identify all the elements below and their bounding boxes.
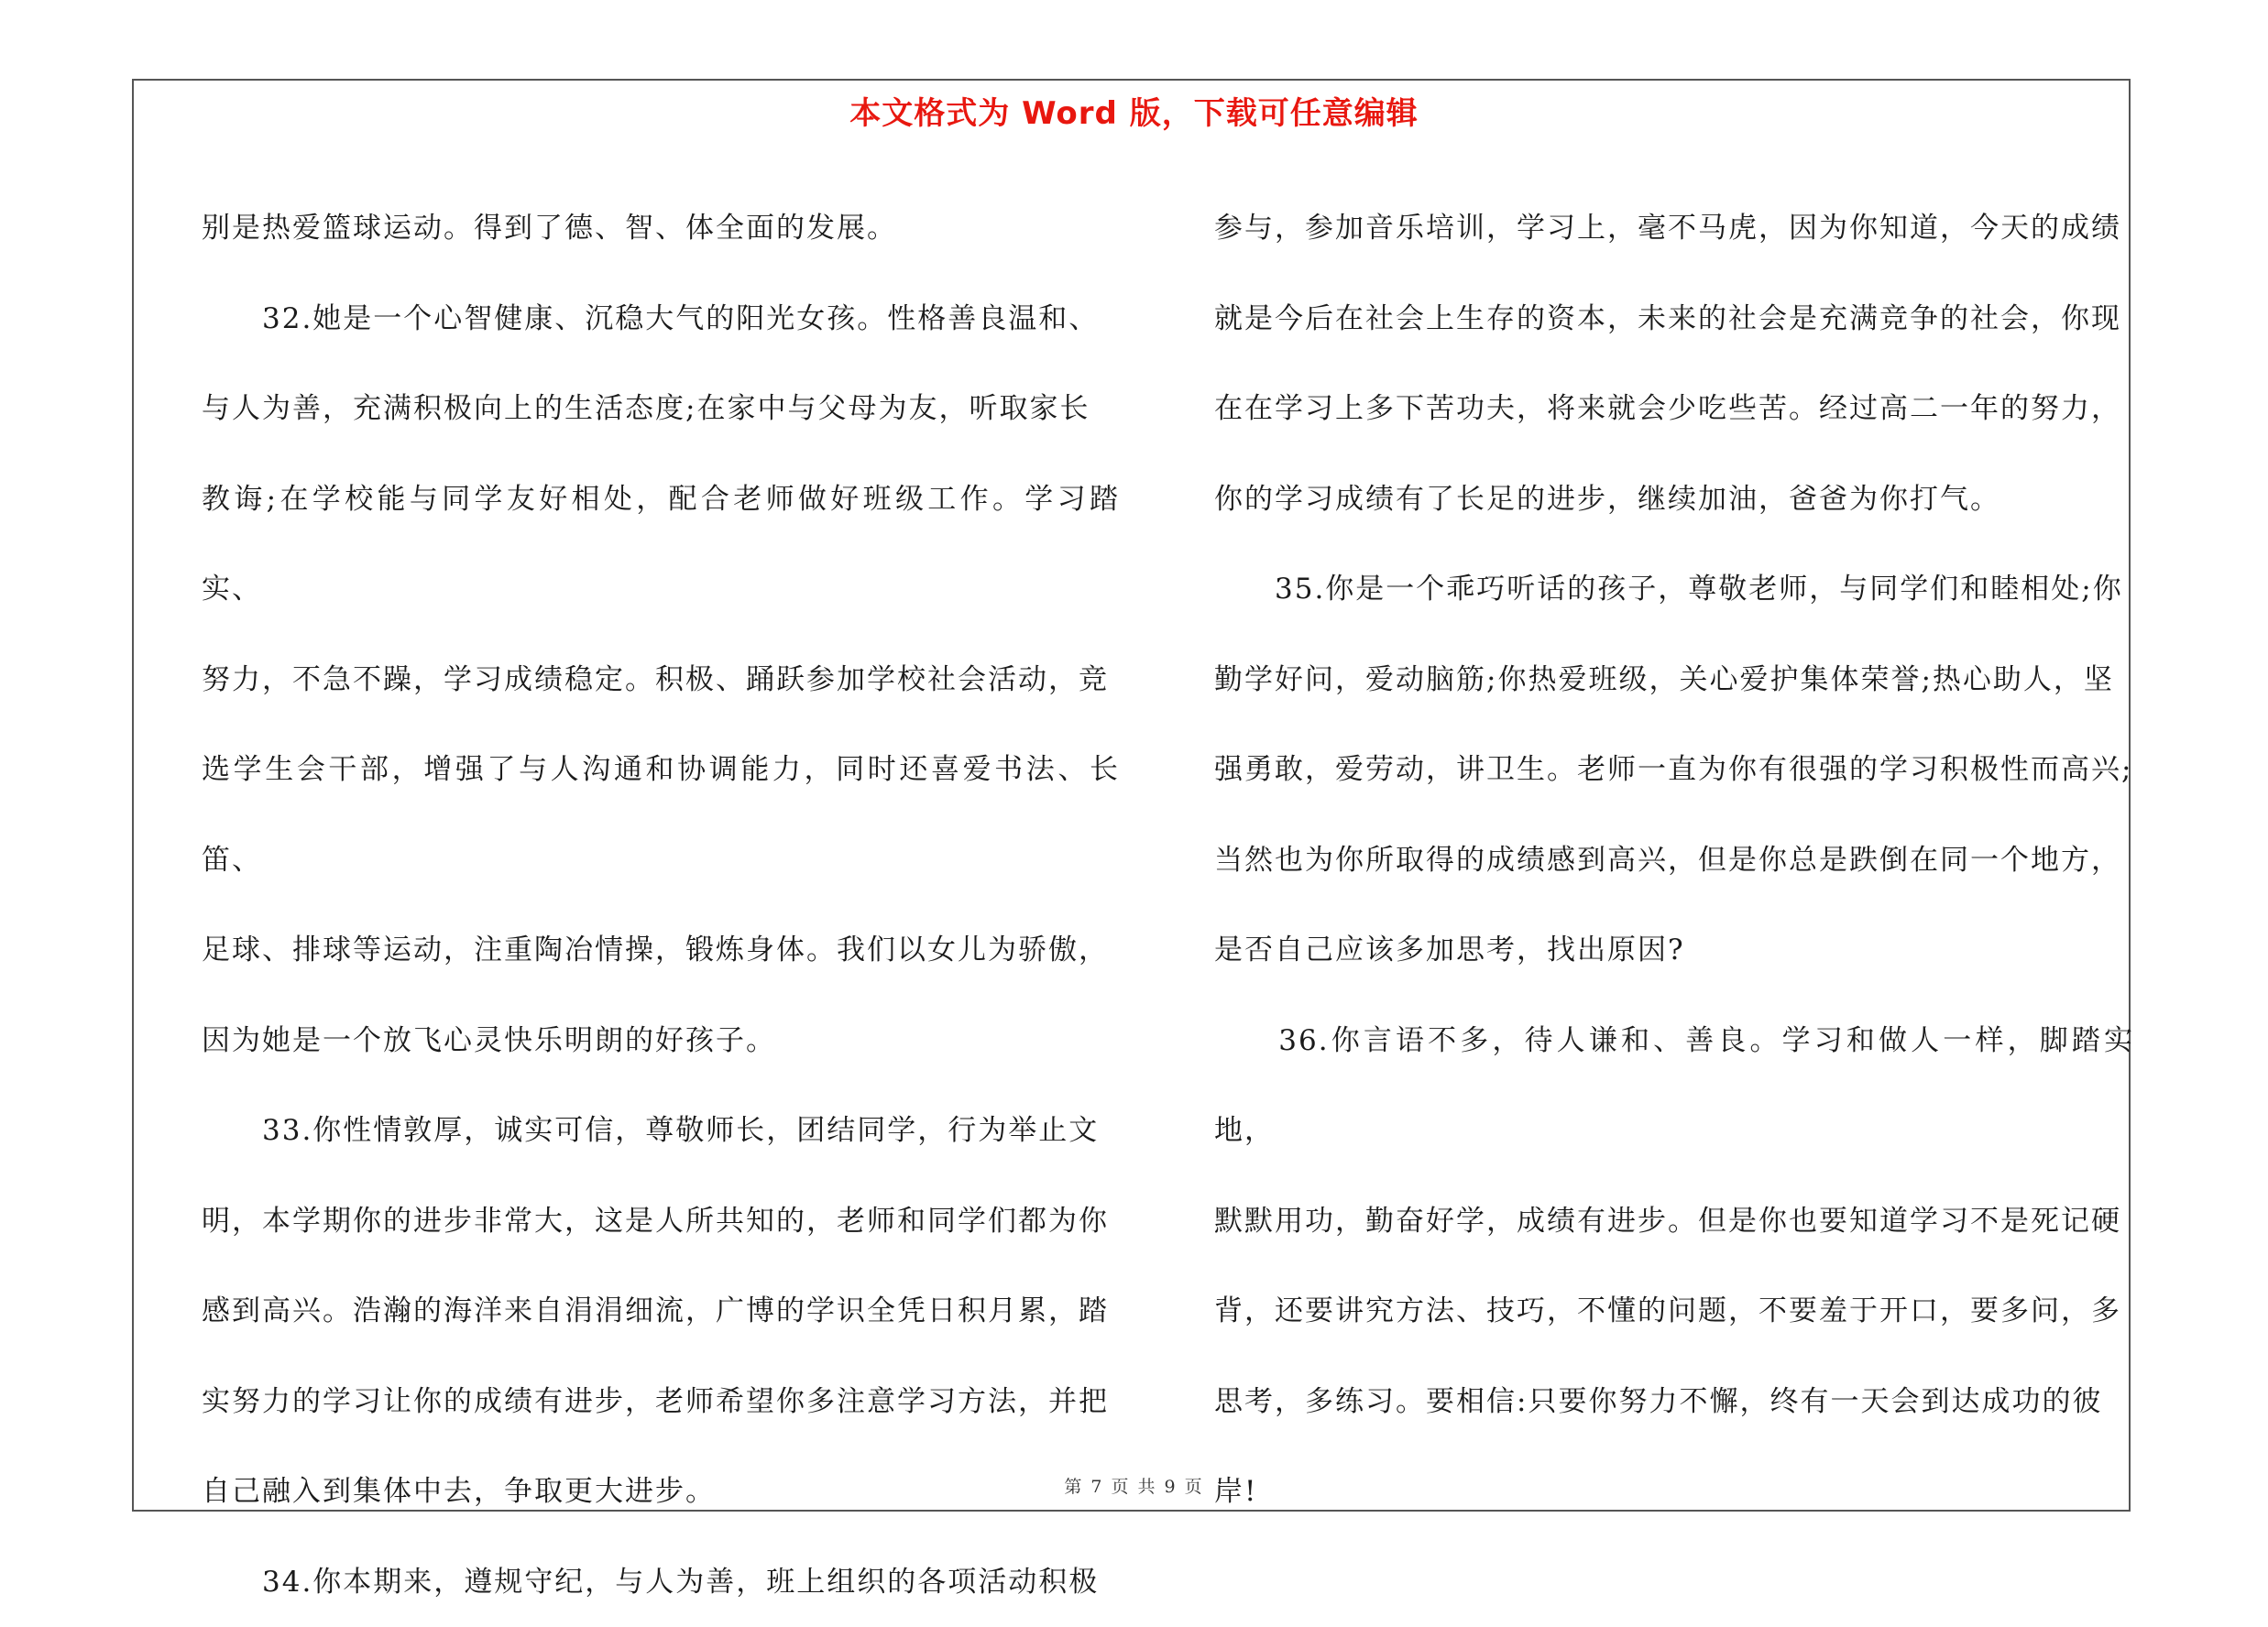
text-line: 别是热爱篮球运动。得到了德、智、体全面的发展。	[202, 183, 1120, 274]
text-line: 思考，多练习。要相信:只要你努力不懈，终有一天会到达成功的彼	[1214, 1357, 2134, 1447]
text-line: 参与，参加音乐培训，学习上，毫不马虎，因为你知道，今天的成绩	[1214, 183, 2134, 274]
text-line: 努力，不急不躁，学习成绩稳定。积极、踊跃参加学校社会活动，竞	[202, 635, 1120, 726]
text-line: 实努力的学习让你的成绩有进步，老师希望你多注意学习方法，并把	[202, 1357, 1120, 1447]
text-line: 岸!	[1214, 1447, 2134, 1537]
text-line: 明，本学期你的进步非常大，这是人所共知的，老师和同学们都为你	[202, 1176, 1120, 1267]
text-line: 当然也为你所取得的成绩感到高兴，但是你总是跌倒在同一个地方，	[1214, 815, 2134, 906]
text-line: 教诲;在学校能与同学友好相处，配合老师做好班级工作。学习踏实、	[202, 454, 1120, 635]
text-line: 勤学好问，爱动脑筋;你热爱班级，关心爱护集体荣誉;热心助人，坚	[1214, 635, 2134, 726]
text-line: 背，还要讲究方法、技巧，不懂的问题，不要羞于开口，要多问，多	[1214, 1266, 2134, 1357]
text-line: 是否自己应该多加思考，找出原因?	[1214, 905, 2134, 996]
text-line: 32.她是一个心智健康、沉稳大气的阳光女孩。性格善良温和、	[202, 274, 1120, 365]
text-line: 在在学习上多下苦功夫，将来就会少吃些苦。经过高二一年的努力，	[1214, 364, 2134, 454]
text-line: 选学生会干部，增强了与人沟通和协调能力，同时还喜爱书法、长笛、	[202, 725, 1120, 905]
text-line: 因为她是一个放飞心灵快乐明朗的好孩子。	[202, 996, 1120, 1086]
text-line: 36.你言语不多，待人谦和、善良。学习和做人一样，脚踏实地，	[1214, 996, 2134, 1176]
right-column	[1214, 183, 2134, 1537]
format-banner: 本文格式为 Word 版，下载可任意编辑	[0, 88, 2268, 133]
text-line: 就是今后在社会上生存的资本，未来的社会是充满竞争的社会，你现	[1214, 274, 2134, 365]
text-line: 强勇敢，爱劳动，讲卫生。老师一直为你有很强的学习积极性而高兴;	[1214, 725, 2134, 815]
text-line: 35.你是一个乖巧听话的孩子，尊敬老师，与同学们和睦相处;你	[1214, 544, 2134, 635]
text-line: 感到高兴。浩瀚的海洋来自涓涓细流，广博的学识全凭日积月累，踏	[202, 1266, 1120, 1357]
text-line: 足球、排球等运动，注重陶冶情操，锻炼身体。我们以女儿为骄傲，	[202, 905, 1120, 996]
text-line: 34.你本期来，遵规守纪，与人为善，班上组织的各项活动积极	[202, 1537, 1120, 1627]
left-column	[202, 183, 1120, 1627]
text-line: 默默用功，勤奋好学，成绩有进步。但是你也要知道学习不是死记硬	[1214, 1176, 2134, 1267]
page-number-footer: 第 7 页 共 9 页	[0, 1473, 2268, 1498]
text-line: 自己融入到集体中去，争取更大进步。	[202, 1447, 1120, 1537]
text-line: 33.你性情敦厚，诚实可信，尊敬师长，团结同学，行为举止文	[202, 1086, 1120, 1176]
text-line: 你的学习成绩有了长足的进步，继续加油，爸爸为你打气。	[1214, 454, 2134, 545]
text-line: 与人为善，充满积极向上的生活态度;在家中与父母为友，听取家长	[202, 364, 1120, 454]
